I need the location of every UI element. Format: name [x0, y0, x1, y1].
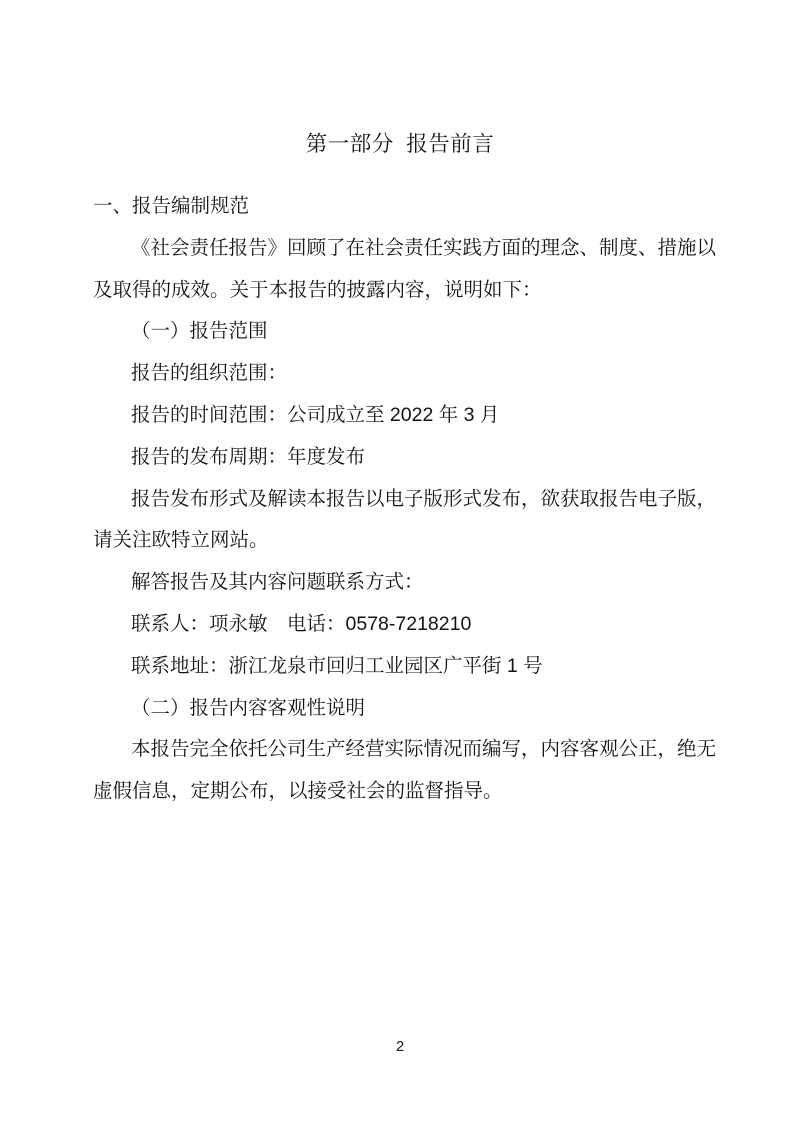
line-release-cycle: 报告的发布周期：年度发布 — [131, 445, 366, 468]
para-intro-line-1: 《社会责任报告》回顾了在社会责任实践方面的理念、制度、措施以 — [131, 236, 717, 259]
para-objectivity-line-1: 本报告完全依托公司生产经营实际情况而编写，内容客观公正，绝无 — [131, 738, 717, 761]
line-release-form-1: 报告发布形式及解读本报告以电子版形式发布，欲获取报告电子版， — [131, 487, 717, 510]
para-intro-line-2: 及取得的成效。关于本报告的披露内容，说明如下： — [93, 278, 542, 301]
para-objectivity-line-2: 虚假信息，定期公布，以接受社会的监督指导。 — [93, 780, 503, 803]
document-body — [93, 186, 733, 813]
line-org-scope: 报告的组织范围： — [131, 362, 288, 385]
line-release-form-2: 请关注欧特立网站。 — [93, 529, 269, 552]
line-contact-address: 联系地址：浙江龙泉市回归工业园区广平街 1 号 — [131, 654, 543, 677]
heading-report-standards: 一、报告编制规范 — [93, 195, 250, 217]
line-contact-intro: 解答报告及其内容问题联系方式： — [131, 571, 424, 594]
heading-objectivity: （二）报告内容客观性说明 — [131, 696, 366, 719]
heading-report-scope: （一）报告范围 — [131, 320, 268, 343]
line-contact-person-phone: 联系人：项永敏 电话：0578-7218210 — [131, 612, 472, 635]
page-number: 2 — [395, 1038, 405, 1055]
line-time-scope: 报告的时间范围：公司成立至 2022 年 3 月 — [131, 403, 500, 426]
section-title: 第一部分 报告前言 — [305, 132, 495, 156]
